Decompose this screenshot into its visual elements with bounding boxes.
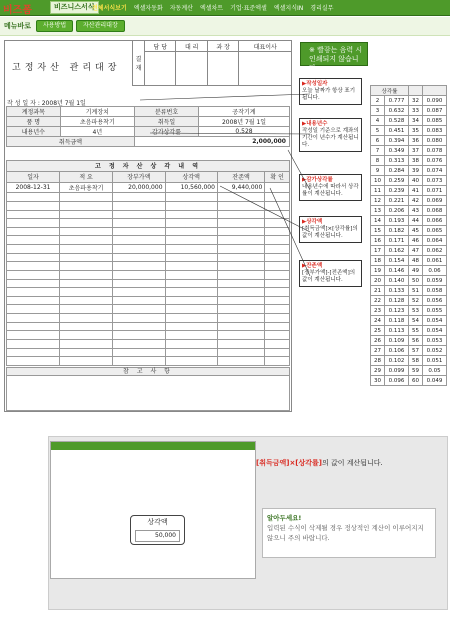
rate-cell: 0.062 [423,246,447,256]
rate-row [371,336,447,346]
rate-cell: 16 [371,236,385,246]
rate-cell: 35 [409,126,423,136]
rate-row [371,356,447,366]
rate-cell: 12 [371,196,385,206]
nav-item-knowledge[interactable]: 엑셀지식IN [273,5,304,12]
rate-cell: 45 [409,226,423,236]
rate-row [371,176,447,186]
rate-cell: 20 [371,276,385,286]
rate-cell: 0.096 [385,376,409,386]
info-value[interactable]: 4년 [60,127,134,137]
rate-cell: 27 [371,346,385,356]
rate-cell: 0.193 [385,216,409,226]
tip-text: 작성일 기준으로 계좌의 기간이 년수가 계산됩니다. [302,128,359,148]
rate-cell: 8 [371,156,385,166]
rate-cell: 0.071 [423,186,447,196]
info-value[interactable]: 0.528 [199,127,290,137]
rate-cell: 23 [371,306,385,316]
approval-col: 과 장 [207,41,238,52]
nav-item-accounting[interactable]: 경리실무 [310,5,334,12]
formula-text: 의 값이 계산됩니다. [322,459,383,467]
toolbar-title: 메뉴바로 [4,22,32,30]
rate-cell: 21 [371,286,385,296]
rate-cell: 0.123 [385,306,409,316]
info-label: 감가상각률 [135,127,199,137]
rate-cell: 46 [409,236,423,246]
formula-highlight: [취득금액]×[상각률] [256,459,322,467]
column-header: 확 인 [265,171,290,182]
rate-cell: 0.221 [385,196,409,206]
rate-cell: 0.087 [423,106,447,116]
rate-cell: 0.052 [423,346,447,356]
callout-label: 상각액 [147,518,168,526]
rate-cell: 58 [409,356,423,366]
rate-cell: 40 [409,176,423,186]
rate-cell: 0.064 [423,236,447,246]
schedule-title: 고 정 자 산 상 각 내 역 [7,161,290,172]
rate-row [371,296,447,306]
approval-col: 대표이사 [239,41,292,52]
rate-cell: 0.080 [423,136,447,146]
rate-cell: 0.056 [423,296,447,306]
rate-cell: 0.068 [423,206,447,216]
rate-cell: 0.076 [423,156,447,166]
rate-cell: 0.146 [385,266,409,276]
rate-cell: 0.284 [385,166,409,176]
rate-row [371,146,447,156]
asset-ledger-button[interactable]: 자산관리대장 [76,20,125,32]
rate-cell: 15 [371,226,385,236]
rate-row [371,376,447,386]
rate-cell: 0.171 [385,236,409,246]
rate-cell: 0.182 [385,226,409,236]
rate-cell: 41 [409,186,423,196]
preview-thumbnail [50,441,256,579]
info-value[interactable]: 초음파용착기 [60,117,134,127]
rate-cell: 2 [371,96,385,106]
rate-cell: 0.074 [423,166,447,176]
rate-row [371,96,447,106]
rate-cell: 0.528 [385,116,409,126]
rate-cell: 0.154 [385,256,409,266]
rate-cell: 3 [371,106,385,116]
rate-cell: 0.085 [423,116,447,126]
rate-header: 상각률 [371,86,409,96]
callout-value: 50,000 [135,530,180,542]
column-header: 상각액 [165,171,217,182]
tip-text: 오늘 날짜가 항상 표기됩니다. [302,88,356,101]
rate-cell: 0.055 [423,306,447,316]
rate-cell: 33 [409,106,423,116]
info-label: 품 명 [7,117,61,127]
rate-row [371,326,447,336]
schedule-cell[interactable]: 10,560,000 [165,182,217,193]
rate-row [371,186,447,196]
rate-cell: 57 [409,346,423,356]
nav-item-standard[interactable]: 기업·표준엑셀 [230,5,267,12]
rate-row [371,156,447,166]
rate-cell: 37 [409,146,423,156]
info-value[interactable]: 2008년 7월 1일 [199,117,290,127]
rate-row [371,266,447,276]
rate-cell: 0.065 [423,226,447,236]
notes-title: 참 고 사 항 [7,368,289,376]
warning-title: 알아두세요! [267,514,302,522]
rate-cell: 0.394 [385,136,409,146]
rate-cell: 36 [409,136,423,146]
rate-row [371,126,447,136]
rate-row [371,106,447,116]
tip-title: ▶잔존액 [302,263,323,269]
rate-row [371,226,447,236]
schedule-cell[interactable]: 2008-12-31 [7,182,60,193]
rate-cell: 28 [371,356,385,366]
rate-cell: 0.118 [385,316,409,326]
rate-cell: 44 [409,216,423,226]
rate-cell: 0.313 [385,156,409,166]
rate-cell: 49 [409,266,423,276]
rate-cell: 5 [371,126,385,136]
nav-item-all[interactable]: 전체서식보기 [92,5,127,12]
rate-cell: 0.06 [423,266,447,276]
schedule-cell[interactable]: 20,000,000 [113,182,165,193]
info-label: 분류번호 [135,107,199,117]
column-header: 장부가액 [113,171,165,182]
rate-cell: 0.239 [385,186,409,196]
info-label: 내용년수 [7,127,61,137]
rate-cell: 0.206 [385,206,409,216]
depreciation-callout [130,515,185,545]
rate-cell: 0.090 [423,96,447,106]
rate-cell: 0.066 [423,216,447,226]
rate-cell: 47 [409,246,423,256]
acquisition-amount[interactable]: 2,000,000 [135,137,290,147]
rate-cell: 9 [371,166,385,176]
tip-title: ▶감가상각률 [302,177,333,183]
tip-title: ▶내용년수 [302,121,328,127]
rate-cell: 6 [371,136,385,146]
rate-cell: 0.632 [385,106,409,116]
rate-cell: 0.099 [385,366,409,376]
rate-row [371,216,447,226]
how-to-use-button[interactable]: 사용방법 [36,20,73,32]
rate-cell: 0.051 [423,356,447,366]
info-value[interactable]: 기계장치 [60,107,134,117]
rate-cell: 0.162 [385,246,409,256]
rate-cell: 52 [409,296,423,306]
info-label: 취득일 [135,117,199,127]
rate-cell: 17 [371,246,385,256]
rate-cell: 51 [409,286,423,296]
rate-cell: 55 [409,326,423,336]
rate-cell: 42 [409,196,423,206]
rate-row [371,316,447,326]
rate-cell: 10 [371,176,385,186]
rate-row [371,286,447,296]
rate-cell: 0.128 [385,296,409,306]
tip-text: [장부가액]-[전존액]의 값이 계산됩니다. [302,270,356,283]
rate-cell: 32 [409,96,423,106]
warning-text: 입력된 수식이 삭제될 경우 정상적인 계산이 이루어지지 않으니 주의 바랍니다. [267,524,424,542]
logo[interactable]: 비즈폼 [3,5,32,16]
info-value[interactable]: 공작기계 [199,107,290,117]
column-header: 적 요 [60,171,113,182]
rate-rows [371,96,447,386]
rate-cell: 0.451 [385,126,409,136]
tip-text: 내용년수에 따라서 상각률이 계산됩니다. [302,184,359,197]
formula-note [256,458,383,468]
rate-cell: 11 [371,186,385,196]
tip-text: [취득금액]×[상각률]의 값이 계산됩니다. [302,226,358,239]
rate-row [371,366,447,376]
rate-cell: 0.058 [423,286,447,296]
info-label: 취득금액 [7,137,135,147]
rate-cell: 18 [371,256,385,266]
rate-row [371,346,447,356]
rate-cell: 0.109 [385,336,409,346]
rate-cell: 0.259 [385,176,409,186]
rate-row [371,116,447,126]
rate-cell: 0.078 [423,146,447,156]
rate-cell: 38 [409,156,423,166]
rate-cell: 0.777 [385,96,409,106]
rate-cell: 53 [409,306,423,316]
rate-cell: 22 [371,296,385,306]
rate-cell: 54 [409,316,423,326]
approval-col: 담 당 [145,41,176,52]
rate-cell: 59 [409,366,423,376]
rate-table [370,85,447,386]
nav-item-excel-auto[interactable]: 엑셀자동화 [133,5,163,12]
column-header: 잔존액 [217,171,264,182]
rate-cell: 0.106 [385,346,409,356]
rate-row [371,306,447,316]
nav-item-excel-chart[interactable]: 엑셀차트 [199,5,224,12]
rate-cell: 0.05 [423,366,447,376]
rate-cell: 24 [371,316,385,326]
rate-cell: 0.049 [423,376,447,386]
approval-col: 대 리 [176,41,207,52]
rate-cell: 29 [371,366,385,376]
approval-label: 결재 [133,41,145,86]
rate-cell: 0.053 [423,336,447,346]
tip-title: ▶상각액 [302,219,323,225]
rate-cell: 0.073 [423,176,447,186]
rate-cell: 56 [409,336,423,346]
page-title: 고정자산 관리대장 [12,63,121,73]
rate-cell: 14 [371,216,385,226]
info-label: 계정과목 [7,107,61,117]
rate-cell: 48 [409,256,423,266]
rate-cell: 7 [371,146,385,156]
tip-title: ▶작성일자 [302,81,328,87]
rate-row [371,246,447,256]
warning-box [262,508,436,558]
rate-cell: 50 [409,276,423,286]
rate-cell: 0.054 [423,326,447,336]
rate-row [371,166,447,176]
rate-cell: 0.140 [385,276,409,286]
column-header: 일자 [7,171,60,182]
rate-cell: 0.133 [385,286,409,296]
rate-cell: 43 [409,206,423,216]
rate-row [371,256,447,266]
nav-item-auto-calc[interactable]: 자동계산 [169,5,193,12]
rate-cell: 39 [409,166,423,176]
rate-row [371,206,447,216]
rate-cell: 60 [409,376,423,386]
rate-cell: 19 [371,266,385,276]
rate-cell: 0.054 [423,316,447,326]
rate-cell: 0.061 [423,256,447,266]
rate-row [371,196,447,206]
rate-row [371,276,447,286]
rate-cell: 0.069 [423,196,447,206]
rate-cell: 0.083 [423,126,447,136]
creation-date: 작 성 일 자 : 2008년 7월 1일 [7,100,86,107]
rate-cell: 26 [371,336,385,346]
print-notice: ※ 빨갛는 음력 시 인쇄되지 않습니다. [300,42,368,66]
preview-bar [51,442,255,450]
rate-cell: 0.102 [385,356,409,366]
rate-cell: 34 [409,116,423,126]
rate-cell: 13 [371,206,385,216]
logo-badge[interactable]: 비즈니스서식 [50,1,99,14]
schedule-cell[interactable]: 초음파용착기 [60,182,113,193]
rate-cell: 0.059 [423,276,447,286]
rate-cell: 0.349 [385,146,409,156]
rate-cell: 25 [371,326,385,336]
rate-cell: 0.113 [385,326,409,336]
rate-cell: 4 [371,116,385,126]
rate-cell: 30 [371,376,385,386]
rate-row [371,236,447,246]
rate-row [371,136,447,146]
schedule-cell[interactable]: 9,440,000 [217,182,264,193]
